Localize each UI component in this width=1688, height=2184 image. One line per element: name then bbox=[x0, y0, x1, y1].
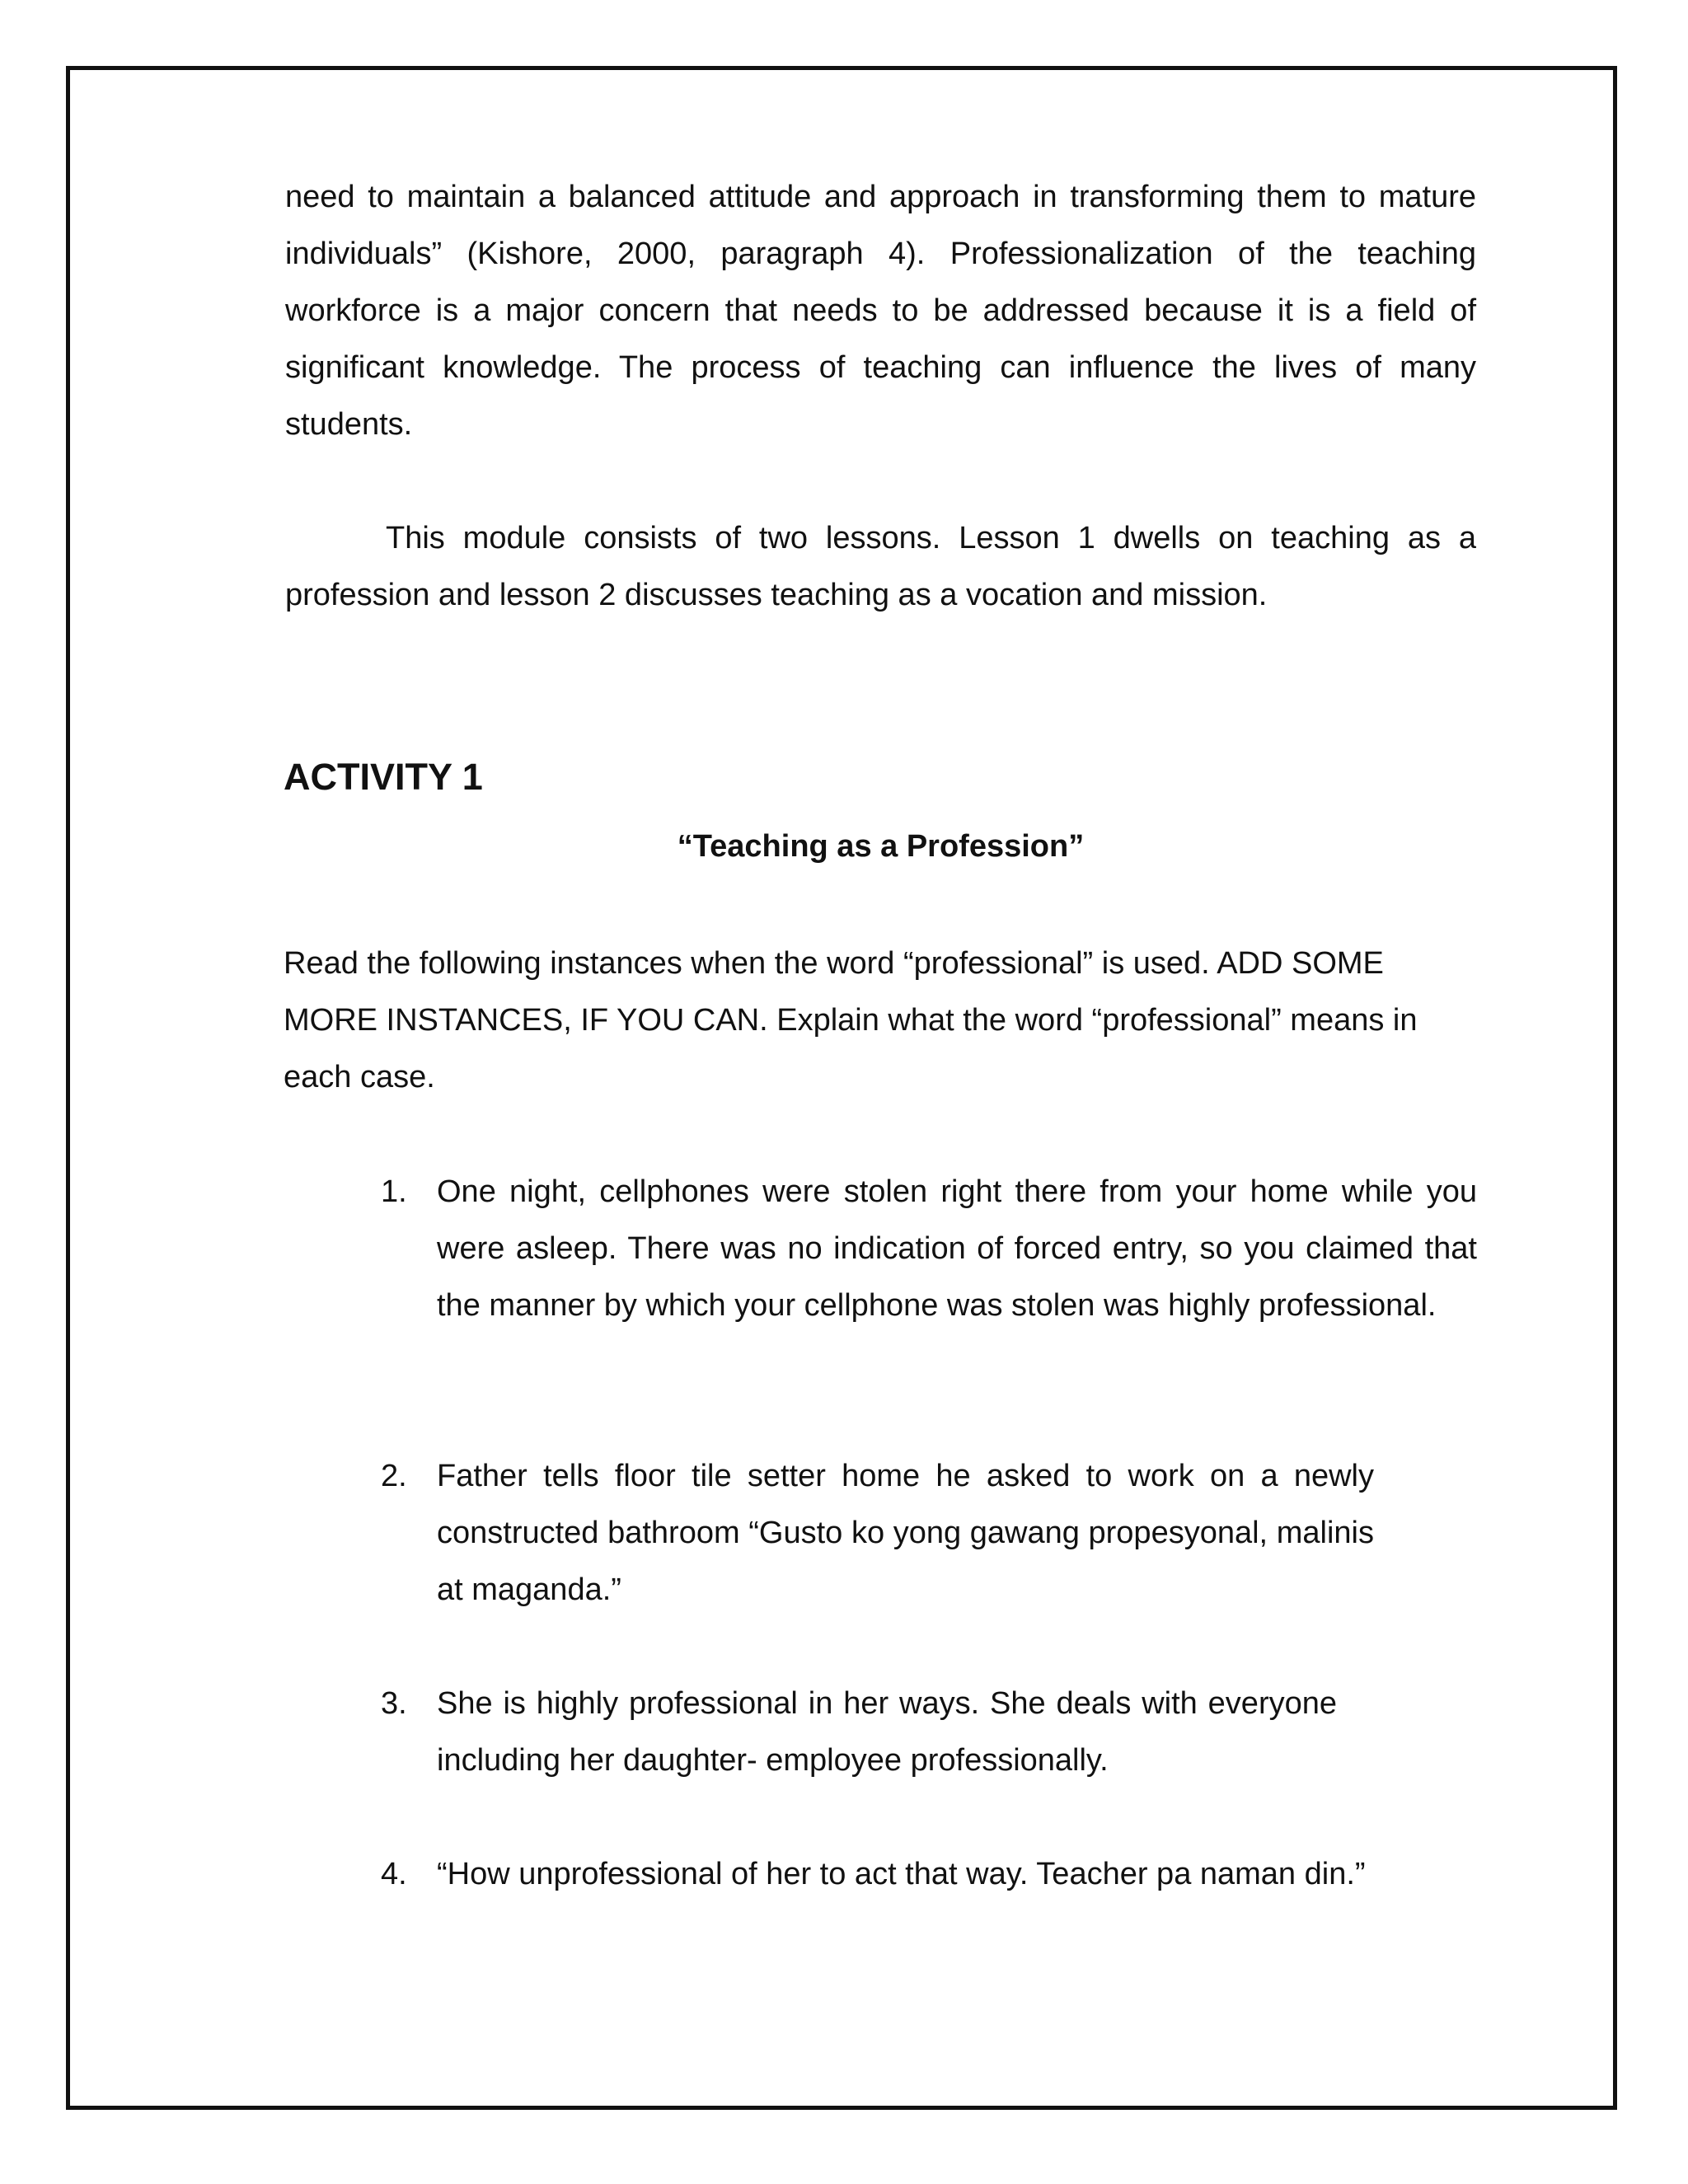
activity-heading: ACTIVITY 1 bbox=[284, 756, 483, 798]
list-item bbox=[381, 1846, 1477, 1903]
list-item-number: 4. bbox=[381, 1857, 407, 1891]
list-item bbox=[381, 1675, 1337, 1789]
list-item-number: 2. bbox=[381, 1459, 407, 1493]
intro-paragraph: need to maintain a balanced attitude and approach in transforming them to mature individuals” (Kishore, 2000, paragraph 4). Professionalization of the teaching workforce is a major concern that needs to be addressed because it is a field of significant knowledge. The process of teaching can influence the lives of many students. bbox=[285, 180, 1476, 442]
list-item-text: Father tells floor tile setter home he asked to work on a newly constructed bathroom “Gusto ko yong gawang propesyonal, malinis at maganda.” bbox=[437, 1459, 1374, 1607]
list-item bbox=[381, 1164, 1477, 1334]
activity-instructions: Read the following instances when the word “professional” is used. ADD SOME MORE INSTANCES, IF YOU CAN. Explain what the word “professional” means in each case. bbox=[284, 946, 1418, 1094]
list-item-text: One night, cellphones were stolen right there from your home while you were asleep. There was no indication of forced entry, so you claimed that the manner by which your cellphone was stolen was highly professional. bbox=[437, 1174, 1477, 1323]
activity-subtitle: “Teaching as a Profession” bbox=[677, 829, 1085, 864]
list-item-text: “How unprofessional of her to act that way. Teacher pa naman din.” bbox=[437, 1857, 1366, 1891]
module-paragraph: This module consists of two lessons. Lesson 1 dwells on teaching as a profession and lesson 2 discusses teaching as a vocation and mission. bbox=[285, 521, 1476, 612]
body-text bbox=[285, 169, 1476, 624]
list-item-number: 3. bbox=[381, 1686, 407, 1721]
list-item-text: She is highly professional in her ways. She deals with everyone including her daughter- employee professionally. bbox=[437, 1686, 1337, 1778]
list-item-number: 1. bbox=[381, 1174, 407, 1209]
list-item bbox=[381, 1448, 1374, 1619]
